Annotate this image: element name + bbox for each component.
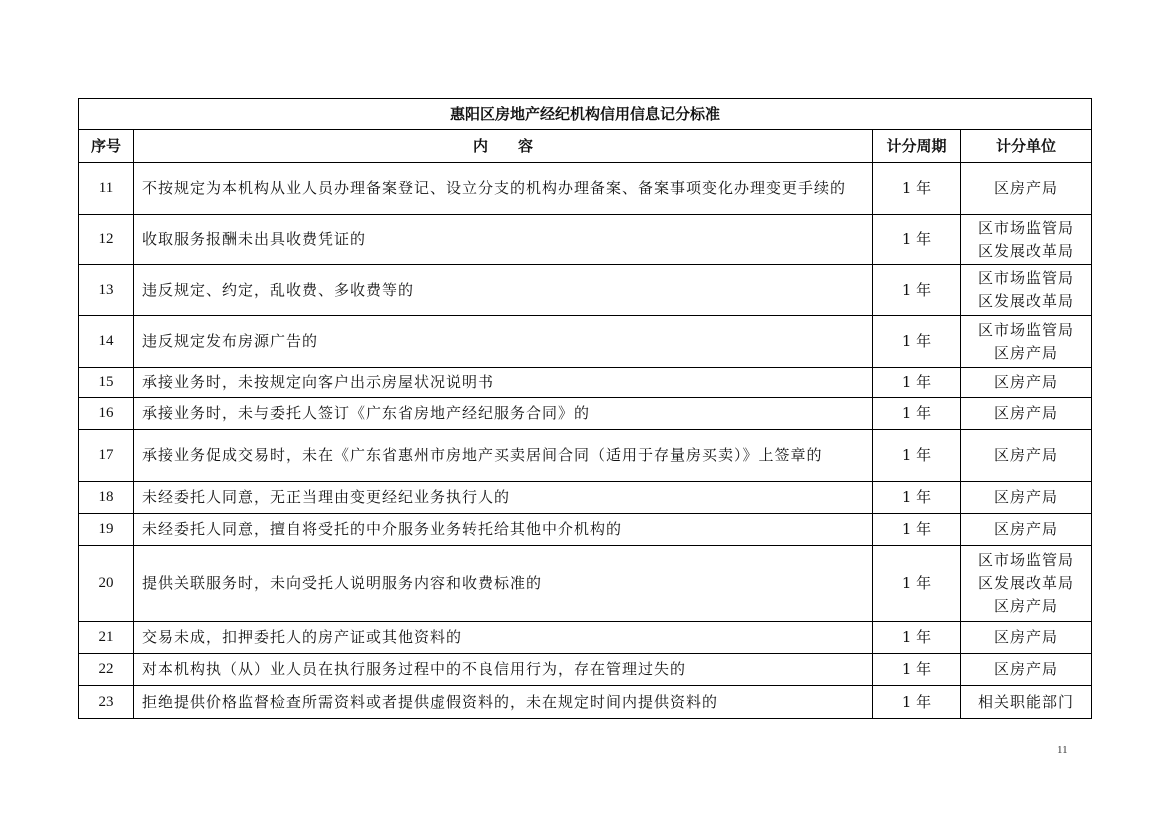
row-period: 1 年 xyxy=(873,215,961,265)
row-unit xyxy=(961,368,1092,398)
row-index: 16 xyxy=(79,398,134,430)
row-unit xyxy=(961,514,1092,546)
row-unit xyxy=(961,316,1092,368)
row-period: 1 年 xyxy=(873,163,961,215)
row-content: 承接业务时，未与委托人签订《广东省房地产经纪服务合同》的 xyxy=(134,398,873,430)
unit-name: 区房产局 xyxy=(994,343,1059,362)
unit-name: 区发展改革局 xyxy=(978,292,1075,310)
row-index: 17 xyxy=(79,430,134,482)
row-period: 1 年 xyxy=(873,686,961,719)
row-content: 承接业务时，未按规定向客户出示房屋状况说明书 xyxy=(134,368,873,398)
row-content: 承接业务促成交易时，未在《广东省惠州市房地产买卖居间合同（适用于存量房买卖）》上签章的 xyxy=(134,430,873,482)
row-unit xyxy=(961,622,1092,654)
table-row xyxy=(79,316,1092,368)
row-index: 20 xyxy=(79,546,134,622)
row-unit xyxy=(961,215,1092,265)
row-content: 对本机构执（从）业人员在执行服务过程中的不良信用行为，存在管理过失的 xyxy=(134,654,873,686)
row-period: 1 年 xyxy=(873,430,961,482)
unit-name: 相关职能部门 xyxy=(978,692,1075,711)
unit-name: 区房产局 xyxy=(994,628,1059,646)
row-period: 1 年 xyxy=(873,368,961,398)
row-index: 22 xyxy=(79,654,134,686)
row-content: 违反规定、约定，乱收费、多收费等的 xyxy=(134,265,873,316)
table-row xyxy=(79,686,1092,719)
row-period: 1 年 xyxy=(873,622,961,654)
credit-score-table xyxy=(78,98,1092,719)
header-period: 计分周期 xyxy=(873,130,961,163)
row-period: 1 年 xyxy=(873,482,961,514)
unit-name: 区房产局 xyxy=(994,488,1059,506)
row-content: 违反规定发布房源广告的 xyxy=(134,316,873,368)
unit-name: 区房产局 xyxy=(994,179,1059,197)
row-index: 13 xyxy=(79,265,134,316)
row-content: 收取服务报酬未出具收费凭证的 xyxy=(134,215,873,265)
table-row xyxy=(79,398,1092,430)
row-index: 12 xyxy=(79,215,134,265)
row-unit xyxy=(961,265,1092,316)
row-unit xyxy=(961,686,1092,719)
row-content: 提供关联服务时，未向受托人说明服务内容和收费标准的 xyxy=(134,546,873,622)
table-row xyxy=(79,514,1092,546)
row-unit xyxy=(961,546,1092,622)
unit-name: 区市场监管局 xyxy=(978,218,1075,237)
table-row xyxy=(79,215,1092,265)
table-row xyxy=(79,368,1092,398)
row-content: 不按规定为本机构从业人员办理备案登记、设立分支的机构办理备案、备案事项变化办理变更手续的 xyxy=(134,163,873,215)
table-row xyxy=(79,163,1092,215)
row-index: 19 xyxy=(79,514,134,546)
row-unit xyxy=(961,430,1092,482)
row-period: 1 年 xyxy=(873,514,961,546)
unit-name: 区房产局 xyxy=(994,660,1059,678)
unit-name: 区市场监管局 xyxy=(978,320,1075,339)
header-content: 内 容 xyxy=(134,130,873,163)
header-index: 序号 xyxy=(79,130,134,163)
table-row xyxy=(79,654,1092,686)
unit-name: 区发展改革局 xyxy=(978,574,1075,592)
row-unit xyxy=(961,654,1092,686)
unit-name: 区发展改革局 xyxy=(978,241,1075,260)
unit-name: 区市场监管局 xyxy=(978,551,1075,569)
row-period: 1 年 xyxy=(873,546,961,622)
table-title: 惠阳区房地产经纪机构信用信息记分标准 xyxy=(79,99,1092,130)
row-index: 21 xyxy=(79,622,134,654)
row-content: 未经委托人同意，无正当理由变更经纪业务执行人的 xyxy=(134,482,873,514)
unit-name: 区房产局 xyxy=(994,373,1059,391)
unit-name: 区房产局 xyxy=(994,446,1059,464)
row-unit xyxy=(961,398,1092,430)
row-content: 拒绝提供价格监督检查所需资料或者提供虚假资料的，未在规定时间内提供资料的 xyxy=(134,686,873,719)
row-index: 11 xyxy=(79,163,134,215)
row-content: 未经委托人同意，擅自将受托的中介服务业务转托给其他中介机构的 xyxy=(134,514,873,546)
row-index: 18 xyxy=(79,482,134,514)
row-unit xyxy=(961,163,1092,215)
unit-name: 区房产局 xyxy=(994,404,1059,422)
table-row xyxy=(79,546,1092,622)
row-index: 23 xyxy=(79,686,134,719)
row-content: 交易未成，扣押委托人的房产证或其他资料的 xyxy=(134,622,873,654)
table-row xyxy=(79,265,1092,316)
row-index: 15 xyxy=(79,368,134,398)
row-period: 1 年 xyxy=(873,398,961,430)
unit-name: 区房产局 xyxy=(994,597,1059,615)
page-number: 11 xyxy=(1057,744,1068,756)
unit-name: 区房产局 xyxy=(994,520,1059,538)
table-row xyxy=(79,430,1092,482)
header-row xyxy=(79,130,1092,163)
row-unit xyxy=(961,482,1092,514)
table-row xyxy=(79,622,1092,654)
row-period: 1 年 xyxy=(873,654,961,686)
row-period: 1 年 xyxy=(873,265,961,316)
header-unit: 计分单位 xyxy=(961,130,1092,163)
table-row xyxy=(79,482,1092,514)
unit-name: 区市场监管局 xyxy=(978,269,1075,287)
row-period: 1 年 xyxy=(873,316,961,368)
row-index: 14 xyxy=(79,316,134,368)
